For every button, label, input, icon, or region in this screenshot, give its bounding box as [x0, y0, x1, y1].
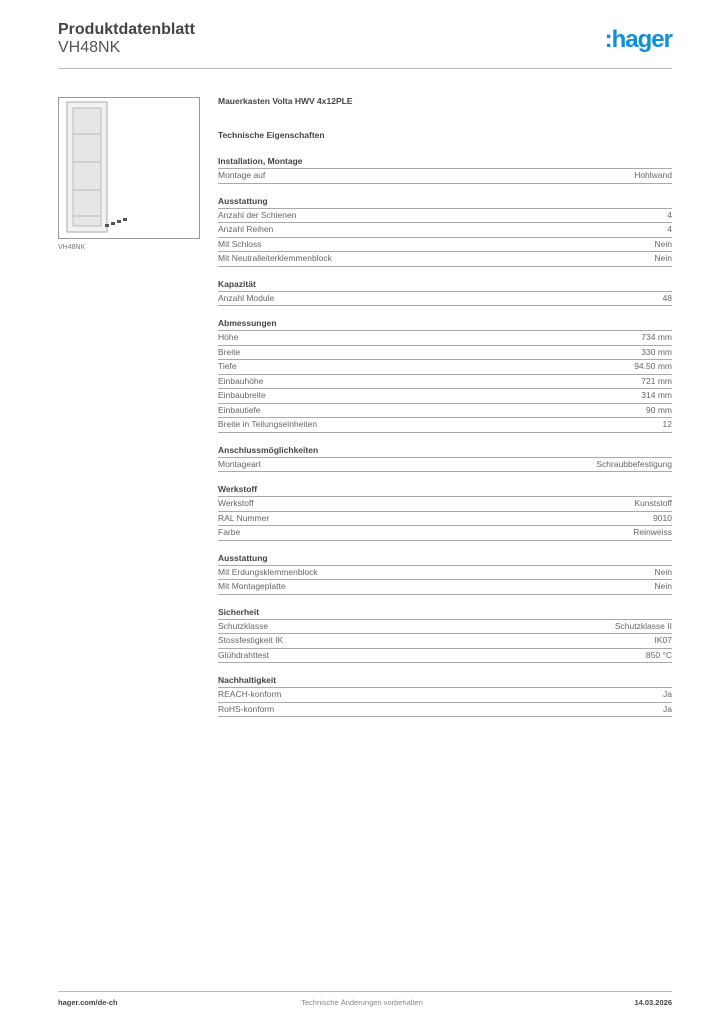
page-title: Produktdatenblatt: [58, 21, 195, 38]
spec-value: 90 mm: [646, 404, 672, 415]
section-title: Sicherheit: [218, 606, 672, 620]
spec-value: Ja: [663, 703, 672, 714]
spec-value: Nein: [654, 581, 672, 591]
spec-row: [218, 252, 672, 267]
spec-value: 850 °C: [645, 649, 672, 660]
spec-label: Montage auf: [218, 170, 266, 180]
spec-label: Einbautiefe: [218, 404, 261, 415]
spec-label: Mit Neutralleiterklemmenblock: [218, 253, 332, 263]
spec-label: Glühdrahttest: [218, 649, 270, 660]
spec-value: 721 mm: [641, 375, 672, 386]
spec-value: Nein: [654, 253, 672, 263]
spec-value: Nein: [654, 566, 672, 577]
spec-value: 9010: [653, 512, 672, 523]
spec-row: [218, 580, 672, 595]
spec-row: [218, 346, 672, 361]
spec-row: [218, 566, 672, 581]
section-title: Installation, Montage: [218, 155, 672, 169]
spec-row: [218, 238, 672, 253]
product-code: VH48NK: [58, 39, 121, 56]
section-title: Anschlussmöglichkeiten: [218, 444, 672, 458]
spec-value: Kunststoff: [634, 498, 672, 508]
section-title: Nachhaltigkeit: [218, 674, 672, 688]
spec-row: [218, 209, 672, 224]
spec-label: Tiefe: [218, 361, 237, 371]
spec-value: 12: [662, 419, 672, 429]
spec-section: [218, 483, 672, 541]
spec-label: Mit Montageplatte: [218, 581, 286, 591]
spec-row: [218, 331, 672, 346]
spec-value: Ja: [663, 689, 672, 699]
spec-value: Hohlwand: [634, 170, 672, 180]
spec-label: Mit Schloss: [218, 238, 262, 249]
spec-section: [218, 278, 672, 307]
spec-value: 4: [667, 209, 672, 220]
enclosure-illustration: [59, 98, 199, 238]
spec-value: 314 mm: [641, 390, 672, 400]
spec-section: [218, 444, 672, 473]
spec-value: Nein: [654, 238, 672, 249]
spec-row: [218, 688, 672, 703]
spec-row: [218, 404, 672, 419]
spec-section: [218, 552, 672, 595]
spec-row: [218, 292, 672, 307]
spec-row: [218, 169, 672, 184]
section-title: Abmessungen: [218, 317, 672, 331]
product-image: [58, 97, 200, 239]
section-title: Ausstattung: [218, 552, 672, 566]
spec-label: Einbauhöhe: [218, 375, 264, 386]
spec-section: [218, 155, 672, 184]
spec-section: [218, 317, 672, 433]
spec-row: [218, 497, 672, 512]
spec-value: IK07: [654, 635, 672, 645]
spec-section: [218, 606, 672, 664]
header-divider: [58, 68, 672, 69]
spec-value: 48: [662, 292, 672, 303]
section-title: Kapazität: [218, 278, 672, 292]
spec-value: 94.50 mm: [634, 361, 672, 371]
spec-label: Anzahl der Schienen: [218, 209, 297, 220]
spec-label: REACH-konform: [218, 689, 282, 699]
footer-date: 14.03.2026: [634, 998, 672, 1007]
spec-label: RoHS-konform: [218, 703, 275, 714]
spec-value: Schraubbefestigung: [596, 458, 672, 469]
spec-label: Anzahl Reihen: [218, 224, 274, 234]
section-title: Werkstoff: [218, 483, 672, 497]
tech-heading: Technische Eigenschaften: [218, 130, 325, 140]
spec-label: Anzahl Module: [218, 292, 275, 303]
product-name: Mauerkasten Volta HWV 4x12PLE: [218, 96, 353, 106]
spec-value: 734 mm: [641, 332, 672, 342]
spec-value: Schutzklasse II: [614, 620, 672, 631]
spec-row: [218, 703, 672, 718]
spec-row: [218, 620, 672, 635]
spec-row: [218, 360, 672, 375]
spec-table: [218, 96, 672, 717]
section-title: Ausstattung: [218, 195, 672, 209]
spec-value: 4: [667, 224, 672, 234]
spec-value: Reinweiss: [633, 527, 672, 537]
spec-row: [218, 634, 672, 649]
spec-row: [218, 418, 672, 433]
spec-label: Stossfestigkeit IK: [218, 635, 284, 645]
spec-section: [218, 195, 672, 267]
spec-label: Breite: [218, 346, 241, 357]
spec-label: Farbe: [218, 527, 241, 537]
spec-label: RAL Nummer: [218, 512, 270, 523]
spec-label: Breite in Teilungseinheiten: [218, 419, 318, 429]
spec-label: Schutzklasse: [218, 620, 269, 631]
spec-row: [218, 389, 672, 404]
spec-row: [218, 223, 672, 238]
spec-row: [218, 649, 672, 664]
footer-notice: Technische Änderungen vorbehalten: [301, 998, 423, 1007]
spec-row: [218, 375, 672, 390]
image-caption: VH48NK: [58, 244, 86, 251]
spec-label: Montageart: [218, 458, 261, 469]
spec-value: 330 mm: [641, 346, 672, 357]
footer-divider: [58, 991, 672, 992]
spec-label: Einbaubreite: [218, 390, 266, 400]
spec-row: [218, 458, 672, 473]
spec-label: Höhe: [218, 332, 239, 342]
spec-row: [218, 512, 672, 527]
spec-row: [218, 526, 672, 541]
spec-section: [218, 674, 672, 717]
spec-label: Werkstoff: [218, 498, 254, 508]
hager-logo: :hager: [604, 26, 672, 53]
spec-label: Mit Erdungsklemmenblock: [218, 566, 318, 577]
footer-website[interactable]: hager.com/de-ch: [58, 998, 118, 1007]
